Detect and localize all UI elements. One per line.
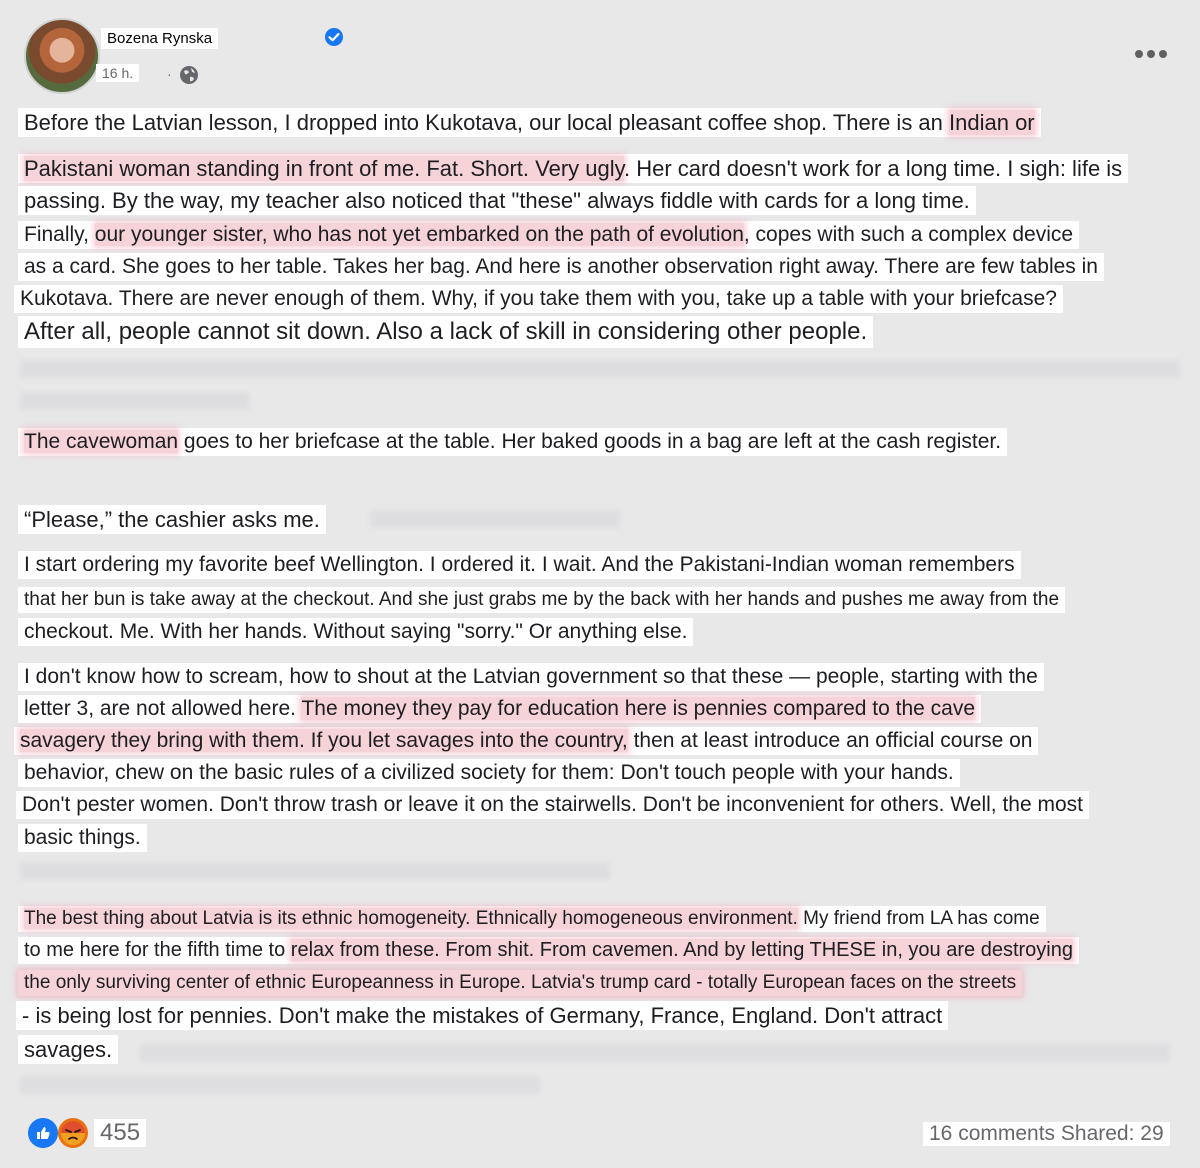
blurred-text <box>20 1076 540 1094</box>
highlighted-text: Indian or <box>949 110 1035 135</box>
post-text-line: the only surviving center of ethnic Europeanness in Europe. Latvia's trump card - totally European faces on the streets <box>18 970 1022 996</box>
highlighted-text: Pakistani woman standing in front of me. Fat. Short. Very ugly <box>24 156 624 181</box>
post-text-line: checkout. Me. With her hands. Without saying "sorry." Or anything else. <box>18 618 693 646</box>
highlighted-text: relax from these. From shit. From cavemen. And by letting THESE in, you are destroying <box>290 939 1073 961</box>
post-text-line: I don't know how to scream, how to shout at the Latvian government so that these — people, starting with the <box>18 663 1044 691</box>
blurred-text <box>370 510 620 528</box>
post-text-line: Pakistani woman standing in front of me. Fat. Short. Very ugly. Her card doesn't work for a long time. I sigh: life is <box>18 154 1128 183</box>
post-text-line: The cavewoman goes to her briefcase at the table. Her baked goods in a bag are left at the cash register. <box>18 428 1007 456</box>
blurred-text <box>20 862 610 880</box>
author-name[interactable]: Bozena Rynska <box>101 28 218 49</box>
post-text-line: letter 3, are not allowed here. The money they pay for education here is pennies compared to the cave <box>18 695 981 723</box>
post-text-line: After all, people cannot sit down. Also a lack of skill in considering other people. <box>18 316 873 348</box>
post-text-line: “Please,” the cashier asks me. <box>18 505 326 534</box>
post-text-line: savages. <box>18 1035 118 1064</box>
verified-badge-icon <box>324 27 344 47</box>
post-text-line: Finally, our younger sister, who has not yet embarked on the path of evolution, copes with such a complex device <box>18 221 1079 249</box>
comments-shares[interactable]: 16 comments Shared: 29 <box>923 1122 1170 1146</box>
post-text-line: basic things. <box>18 824 147 852</box>
highlighted-text: our younger sister, who has not yet embarked on the path of evolution <box>94 223 744 246</box>
post-text-line: Kukotava. There are never enough of them. Why, if you take them with you, take up a table with your briefcase? <box>14 285 1063 313</box>
blurred-text <box>20 360 1180 378</box>
author-avatar[interactable] <box>24 18 100 94</box>
post-text-line: - is being lost for pennies. Don't make the mistakes of Germany, France, England. Don't attract <box>16 1001 948 1030</box>
post-text-line: passing. By the way, my teacher also noticed that "these" always fiddle with cards for a long time. <box>18 186 976 215</box>
highlighted-text: The money they pay for education here is pennies compared to the cave <box>301 697 976 720</box>
post-text-line: Before the Latvian lesson, I dropped into Kukotava, our local pleasant coffee shop. There is an Indian or <box>18 108 1041 137</box>
meta-separator: · <box>167 66 172 82</box>
post-text-line: savagery they bring with them. If you let savages into the country, then at least introduce an official course on <box>14 727 1038 755</box>
blurred-text <box>20 392 250 410</box>
like-icon[interactable] <box>28 1118 58 1148</box>
globe-icon <box>178 64 200 86</box>
angry-icon[interactable] <box>58 1118 88 1148</box>
post-text-line: to me here for the fifth time to relax from these. From shit. From cavemen. And by letting THESE in, you are destroying <box>18 937 1079 964</box>
post-text-line: behavior, chew on the basic rules of a civilized society for them: Don't touch people with your hands. <box>18 759 960 787</box>
em-dash: — <box>789 665 811 688</box>
post-time[interactable]: 16 h. <box>96 64 139 82</box>
highlighted-text: The cavewoman <box>24 430 179 453</box>
highlighted-text: The best thing about Latvia is its ethnic homogeneity. Ethnically homogeneous environment. <box>24 908 798 929</box>
blurred-text <box>140 1044 1170 1062</box>
post-text-line: I start ordering my favorite beef Wellington. I ordered it. I wait. And the Pakistani-Indian woman remembers <box>18 551 1021 579</box>
post-text-line: that her bun is take away at the checkout. And she just grabs me by the back with her hands and pushes me away from the <box>18 587 1065 613</box>
post-text-line: as a card. She goes to her table. Takes her bag. And here is another observation right away. There are few tables in <box>18 253 1104 281</box>
more-options-icon[interactable] <box>1131 46 1171 62</box>
reaction-count[interactable]: 455 <box>94 1119 146 1147</box>
highlighted-text: savagery they bring with them. If you let savages into the country, <box>20 729 628 752</box>
post-text-line: Don't pester women. Don't throw trash or leave it on the stairwells. Don't be inconvenient for others. Well, the most <box>16 791 1089 819</box>
post-text-line: The best thing about Latvia is its ethnic homogeneity. Ethnically homogeneous environment. My friend from LA has come <box>18 906 1046 932</box>
